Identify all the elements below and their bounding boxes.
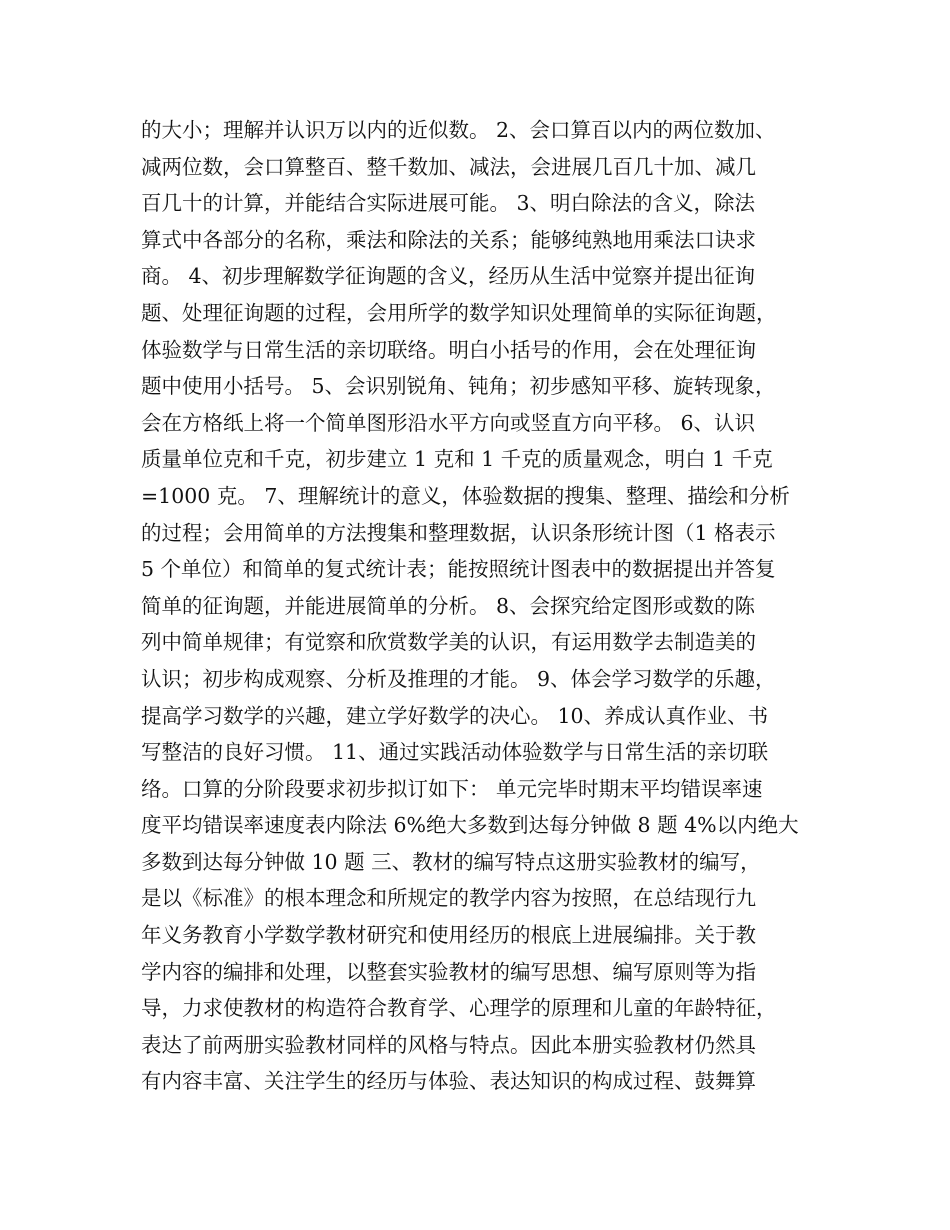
text-line: 学内容的编排和处理，以整套实验教材的编写思想、编写原则等为指	[141, 959, 756, 984]
text-line: 题中使用小括号。 5、会识别锐角、钝角；初步感知平移、旋转现象，	[141, 374, 776, 399]
text-line: 的过程；会用简单的方法搜集和整理数据，认识条形统计图（1 格表示	[141, 520, 776, 545]
text-line: 百几十的计算，并能结合实际进展可能。 3、明白除法的含义，除法	[141, 191, 756, 216]
text-line: 年义务教育小学数学教材研究和使用经历的根底上进展编排。关于教	[141, 923, 756, 948]
text-line: 商。 4、初步理解数学征询题的含义，经历从生活中觉察并提出征询	[141, 264, 756, 289]
text-line: 提高学习数学的兴趣，建立学好数学的决心。 10、养成认真作业、书	[141, 703, 769, 728]
text-line: 题、处理征询题的过程，会用所学的数学知识处理简单的实际征询题，	[141, 300, 777, 325]
text-line: 的大小；理解并认识万以内的近似数。 2、会口算百以内的两位数加、	[141, 118, 776, 142]
text-line: 表达了前两册实验教材同样的风格与特点。因此本册实验教材仍然具	[141, 1032, 756, 1057]
text-line: 列中简单规律；有觉察和欣赏数学美的认识，有运用数学去制造美的	[141, 630, 756, 655]
text-line: 认识；初步构成观察、分析及推理的才能。 9、体会学习数学的乐趣，	[141, 666, 776, 691]
text-line: 算式中各部分的名称，乘法和除法的关系；能够纯熟地用乘法口诀求	[141, 227, 756, 252]
text-line: 有内容丰富、关注学生的经历与体验、表达知识的构成过程、鼓舞算	[141, 1069, 756, 1094]
text-line: 导，力求使教材的构造符合教育学、心理学的原理和儿童的年龄特征，	[141, 996, 777, 1021]
text-line: 度平均错误率速度表内除法 6%绝大多数到达每分钟做 8 题 4%以内绝大	[141, 813, 799, 838]
text-line: =1000 克。 7、理解统计的意义，体验数据的搜集、整理、描绘和分析	[141, 483, 790, 508]
text-line: 体验数学与日常生活的亲切联络。明白小括号的作用，会在处理征询	[141, 337, 756, 362]
text-line: 减两位数，会口算整百、整千数加、减法，会进展几百几十加、减几	[141, 154, 756, 179]
text-line: 多数到达每分钟做 10 题 三、教材的编写特点这册实验教材的编写，	[141, 849, 761, 874]
text-line: 是以《标准》的根本理念和所规定的教学内容为按照，在总结现行九	[141, 886, 756, 911]
text-line: 简单的征询题，并能进展简单的分析。 8、会探究给定图形或数的陈	[141, 593, 756, 618]
text-line: 质量单位克和千克，初步建立 1 克和 1 千克的质量观念，明白 1 千克	[141, 447, 773, 472]
text-line: 5 个单位）和简单的复式统计表；能按照统计图表中的数据提出并答复	[141, 557, 776, 582]
text-line: 会在方格纸上将一个简单图形沿水平方向或竖直方向平移。 6、认识	[141, 410, 756, 435]
text-line: 络。口算的分阶段要求初步拟订如下： 单元完毕时期末平均错误率速	[141, 776, 763, 801]
document-page	[141, 112, 826, 1100]
text-line: 写整洁的良好习惯。 11、通过实践活动体验数学与日常生活的亲切联	[141, 740, 769, 765]
